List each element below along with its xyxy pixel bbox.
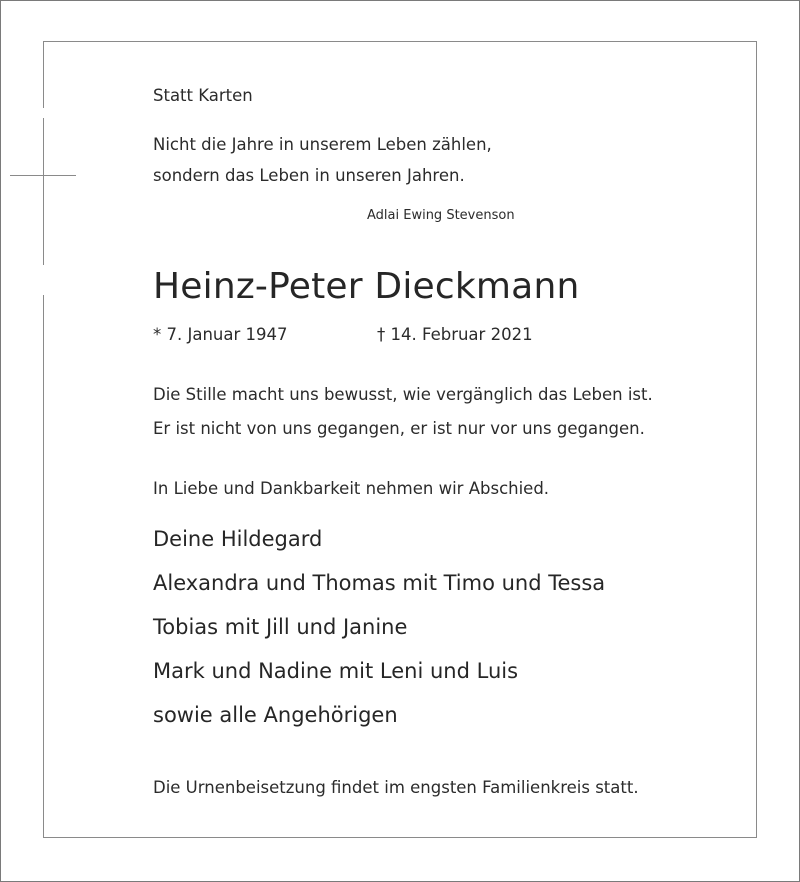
farewell-line: In Liebe und Dankbarkeit nehmen wir Abschied. (153, 479, 550, 498)
text-line-2: Er ist nicht von uns gegangen, er ist nur vor uns gegangen. (153, 419, 645, 438)
mourner-line: Alexandra und Thomas mit Timo und Tessa (153, 571, 606, 595)
mourner-line: Tobias mit Jill und Janine (153, 615, 408, 639)
quote-author: Adlai Ewing Stevenson (367, 208, 515, 223)
cross-vertical-bar (43, 118, 44, 265)
birth-date: * 7. Januar 1947 (153, 325, 288, 344)
mourner-line: Deine Hildegard (153, 527, 323, 551)
inner-border (43, 41, 757, 838)
quote-line-1: Nicht die Jahre in unserem Leben zählen, (153, 135, 492, 154)
mourner-line: sowie alle Angehörigen (153, 703, 398, 727)
text-line-1: Die Stille macht uns bewusst, wie vergänglich das Leben ist. (153, 385, 653, 404)
burial-note: Die Urnenbeisetzung findet im engsten Familienkreis statt. (153, 778, 639, 797)
quote-line-2: sondern das Leben in unseren Jahren. (153, 166, 465, 185)
statt-karten-label: Statt Karten (153, 86, 253, 105)
cross-gap-top (40, 108, 48, 118)
death-date: † 14. Februar 2021 (377, 325, 533, 344)
mourner-line: Mark und Nadine mit Leni und Luis (153, 659, 519, 683)
cross-gap-bottom (40, 265, 48, 295)
deceased-name: Heinz-Peter Dieckmann (153, 266, 580, 307)
cross-horizontal-bar (10, 175, 76, 176)
